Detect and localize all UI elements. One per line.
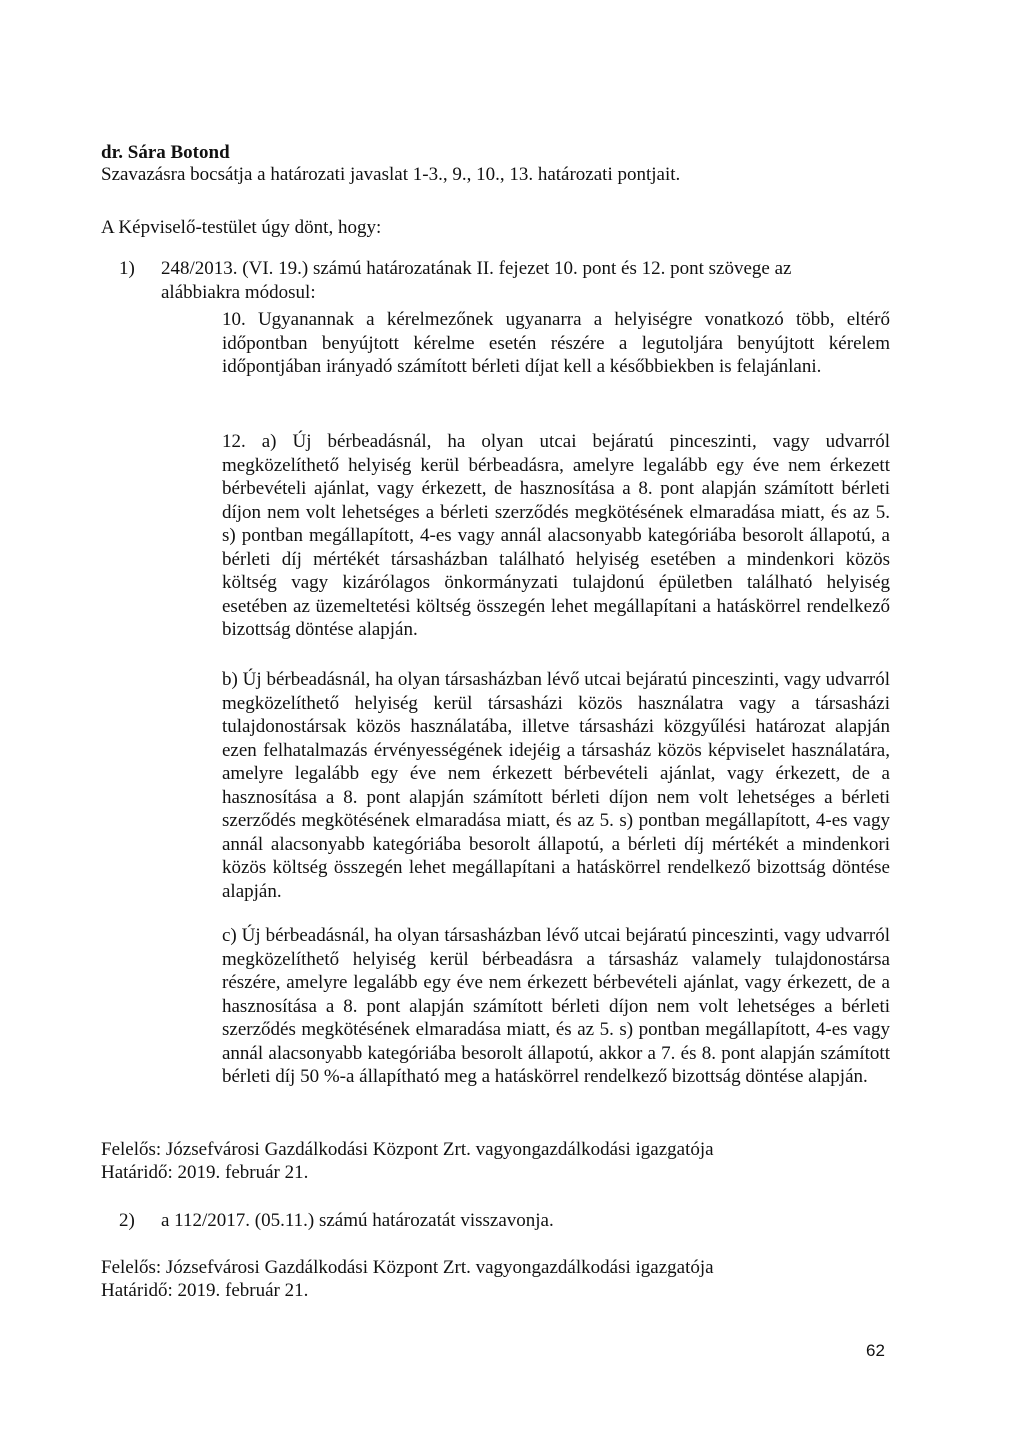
paragraph-12c: c) Új bérbeadásnál, ha olyan társasházban lévő utcai bejáratú pinceszinti, vagy udvarról megközelíthető helyiség kerül bérbeadásra a társasház valamely tulajdonostársa részére, amelyre legalább egy éve nem érkezett bérbevételi ajánlat, vagy érkezett, de a hasznosítása a 8. pont alapján számított bérleti díjon nem volt lehetséges a bérleti szerződés megkötésének elmaradása miatt, és az 5. s) pontban megállapított, 4-es vagy annál alacsonyabb kategóriába besorolt állapotú, akkor a 7. és 8. pont alapján számított bérleti díj 50 %-a állapítható meg a hatáskörrel rendelkező bizottság döntése alapján.	[222, 925, 890, 1087]
decision-heading: A Képviselő-testület úgy dönt, hogy:	[101, 217, 382, 238]
paragraph-12a: 12. a) Új bérbeadásnál, ha olyan utcai bejáratú pinceszinti, vagy udvarról megközelíthető helyiség kerül bérbeadásra, amelyre legalább egy éve nem érkezett bérbevételi ajánlat, vagy érkezett, de hasznosítása a 8. pont alapján számított bérleti díjon nem volt lehetséges a bérleti szerződés megkötésének elmaradása miatt, és az 5. s) pontban megállapított, 4-es vagy annál alacsonyabb kategóriába besorolt állapotú, a bérleti díj mértékét társasházban található helyiség esetében a mindenkori közös költség vagy kizárólagos önkormányzati tulajdonú épületben található helyiség esetében az üzemeltetési költség összegén lehet megállapítani a hatáskörrel rendelkező bizottság döntése alapján.	[222, 431, 890, 640]
item-1-text-line2: alábbiakra módosul:	[161, 282, 316, 303]
page-number: 62	[866, 1341, 885, 1360]
item-2-text: a 112/2017. (05.11.) számú határozatát visszavonja.	[161, 1210, 554, 1231]
intro-text: Szavazásra bocsátja a határozati javaslat 1-3., 9., 10., 13. határozati pontjait.	[101, 164, 681, 185]
item-1-text-line1: 248/2013. (VI. 19.) számú határozatának II. fejezet 10. pont és 12. pont szövege az	[161, 258, 792, 279]
item-2-number: 2)	[119, 1210, 135, 1231]
speaker-name: dr. Sára Botond	[101, 142, 230, 163]
item-1-heading	[119, 257, 889, 281]
item-1-deadline: Határidő: 2019. február 21.	[101, 1162, 309, 1183]
item-2-responsible: Felelős: Józsefvárosi Gazdálkodási Központ Zrt. vagyongazdálkodási igazgatója	[101, 1257, 714, 1278]
paragraph-10: 10. Ugyanannak a kérelmezőnek ugyanarra a helyiségre vonatkozó több, eltérő időpontban benyújtott kérelme esetén részére a legutoljára benyújtott kérelem időpontjában irányadó számított bérleti díjat kell a későbbiekben is felajánlani.	[222, 309, 890, 377]
item-1-responsible: Felelős: Józsefvárosi Gazdálkodási Központ Zrt. vagyongazdálkodási igazgatója	[101, 1139, 714, 1160]
paragraph-12b: b) Új bérbeadásnál, ha olyan társasházban lévő utcai bejáratú pinceszinti, vagy udvarról megközelíthető helyiség kerül társasházi közös használatra vagy a társasházi tulajdonostársak közös használatába, illetve társasházi közgyűlési határozat alapján ezen felhatalmazás érvényességének idejéig a társasház közös képviselet használatára, amelyre legalább egy éve nem érkezett bérbevételi ajánlat, vagy érkezett, de a hasznosítása a 8. pont alapján számított bérleti díjon nem volt lehetséges a bérleti szerződés megkötésének elmaradása miatt, és az 5. s) pontban megállapított, 4-es vagy annál alacsonyabb kategóriába besorolt állapotú, a bérleti díj mértékét a mindenkori közös költség összegén lehet megállapítani a hatáskörrel rendelkező bizottság döntése alapján.	[222, 669, 890, 902]
item-2-deadline: Határidő: 2019. február 21.	[101, 1280, 309, 1301]
item-1-number: 1)	[119, 258, 135, 279]
item-2	[119, 1209, 554, 1233]
